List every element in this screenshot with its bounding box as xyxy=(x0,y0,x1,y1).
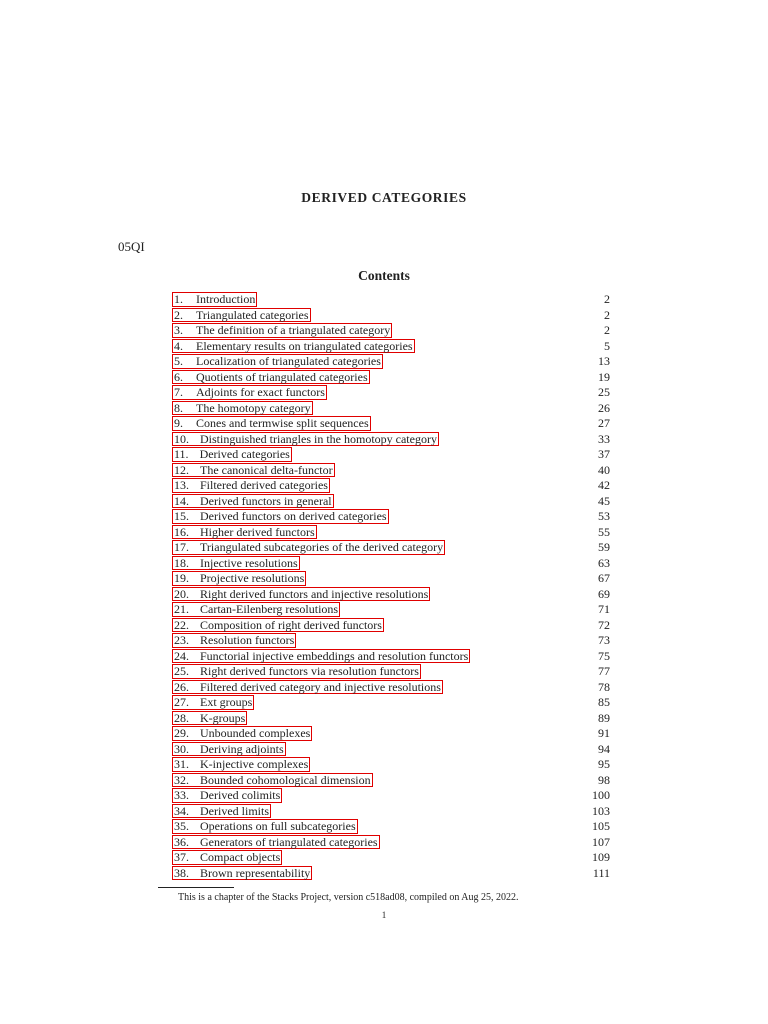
toc-link[interactable] xyxy=(172,571,306,586)
toc-entry-number: 17. xyxy=(174,540,189,554)
toc-entry-label: K-groups xyxy=(200,710,246,725)
toc-entry xyxy=(172,540,610,556)
toc-entry-page: 103 xyxy=(592,803,610,818)
toc-entry-number: 20. xyxy=(174,586,189,601)
toc-entry-page: 91 xyxy=(598,726,610,740)
toc-link[interactable] xyxy=(172,680,443,695)
toc-entry-label: Projective resolutions xyxy=(200,571,305,585)
toc-link[interactable] xyxy=(172,323,392,338)
toc-link[interactable] xyxy=(172,494,334,509)
toc-entry-label: Unbounded complexes xyxy=(200,726,311,740)
toc-entry-page: 59 xyxy=(598,540,610,554)
toc-entry-number: 12. xyxy=(174,462,189,477)
toc-link[interactable] xyxy=(172,587,430,602)
toc-entry xyxy=(172,571,610,587)
toc-entry-number: 22. xyxy=(174,617,189,632)
toc-link[interactable] xyxy=(172,695,254,710)
toc-entry-page: 53 xyxy=(598,509,610,523)
toc-entry xyxy=(172,649,610,665)
toc-link[interactable] xyxy=(172,463,335,478)
toc-entry-page: 75 xyxy=(598,648,610,663)
toc-entry-number: 13. xyxy=(174,478,189,492)
toc-entry-label: Composition of right derived functors xyxy=(200,617,382,632)
toc-link[interactable] xyxy=(172,540,445,555)
toc-entry-label: Compact objects xyxy=(200,850,281,864)
toc-entry-page: 5 xyxy=(604,338,610,353)
toc-entry-page: 73 xyxy=(598,633,610,647)
toc-entry-label: Cones and termwise split sequences xyxy=(196,416,369,430)
toc-entry-label: Derived categories xyxy=(199,447,290,461)
toc-entry xyxy=(172,680,610,696)
toc-entry-page: 40 xyxy=(598,462,610,477)
tag-label: 05QI xyxy=(118,239,145,254)
toc-entry xyxy=(172,509,610,525)
toc-entry-number: 32. xyxy=(174,772,189,787)
toc-entry xyxy=(172,478,610,494)
toc-entry xyxy=(172,726,610,742)
toc-entry-number: 3. xyxy=(174,323,183,337)
toc-link[interactable] xyxy=(172,664,421,679)
toc-entry-page: 77 xyxy=(598,664,610,678)
toc-entry-page: 55 xyxy=(598,524,610,539)
toc-link[interactable] xyxy=(172,602,340,617)
toc-entry-number: 33. xyxy=(174,788,189,802)
toc-link[interactable] xyxy=(172,742,286,757)
toc-link[interactable] xyxy=(172,354,383,369)
toc-link[interactable] xyxy=(172,432,439,447)
toc-entry-label: Deriving adjoints xyxy=(200,741,284,756)
toc-entry-page: 25 xyxy=(598,385,610,399)
toc-link[interactable] xyxy=(172,711,247,726)
toc-entry-number: 27. xyxy=(174,695,189,709)
toc-entry-number: 28. xyxy=(174,710,189,725)
toc-entry-number: 4. xyxy=(174,338,183,353)
toc-entry-page: 26 xyxy=(598,400,610,415)
footnote: This is a chapter of the Stacks Project, version c518ad08, compiled on Aug 25, 2022. xyxy=(178,892,519,903)
toc-entry-number: 15. xyxy=(174,509,189,523)
toc-entry-label: Derived functors on derived categories xyxy=(200,509,387,523)
toc-entry-label: Filtered derived categories xyxy=(200,478,328,492)
toc-entry xyxy=(172,494,610,510)
toc-entry-label: Operations on full subcategories xyxy=(200,819,356,833)
toc-entry-page: 67 xyxy=(598,571,610,585)
toc-entry xyxy=(172,587,610,603)
toc-link[interactable] xyxy=(172,556,300,571)
toc-link[interactable] xyxy=(172,788,282,803)
toc-entry-number: 18. xyxy=(174,555,189,570)
toc-entry xyxy=(172,323,610,339)
toc-entry-number: 29. xyxy=(174,726,189,740)
toc-entry-label: Right derived functors and injective resolutions xyxy=(200,586,429,601)
toc-entry-label: The homotopy category xyxy=(196,400,311,415)
toc-link[interactable] xyxy=(172,649,470,664)
toc-entry xyxy=(172,602,610,618)
toc-link[interactable] xyxy=(172,370,370,385)
toc-entry xyxy=(172,633,610,649)
toc-link[interactable] xyxy=(172,478,330,493)
page-number: 1 xyxy=(381,910,387,920)
toc-entry xyxy=(172,664,610,680)
toc-entry xyxy=(172,401,610,417)
toc-link[interactable] xyxy=(172,773,373,788)
toc-entry-number: 35. xyxy=(174,819,189,833)
toc-entry-number: 38. xyxy=(174,865,189,880)
toc-entry xyxy=(172,835,610,851)
toc-entry-page: 37 xyxy=(598,447,610,461)
toc-entry xyxy=(172,308,610,324)
toc-entry-number: 25. xyxy=(174,664,189,678)
toc-entry-label: Brown representability xyxy=(200,865,311,880)
toc-entry-page: 111 xyxy=(592,865,610,880)
toc-entry-label: The definition of a triangulated category xyxy=(196,323,391,337)
toc-link[interactable] xyxy=(172,835,380,850)
toc-entry xyxy=(172,819,610,835)
toc-link[interactable] xyxy=(172,308,311,323)
toc-link[interactable] xyxy=(172,292,257,307)
toc-entry-label: Adjoints for exact functors xyxy=(196,385,325,399)
toc-entry-label: Derived functors in general xyxy=(200,493,332,508)
toc-entry-page: 63 xyxy=(598,555,610,570)
toc-entry-label: Injective resolutions xyxy=(200,555,298,570)
toc-entry xyxy=(172,556,610,572)
toc-link[interactable] xyxy=(172,339,415,354)
toc-entry xyxy=(172,339,610,355)
toc-entry-page: 45 xyxy=(598,493,610,508)
toc-entry-label: Cartan-Eilenberg resolutions xyxy=(200,602,339,616)
toc-entry xyxy=(172,370,610,386)
toc-entry-number: 9. xyxy=(174,416,183,430)
toc-link[interactable] xyxy=(172,850,282,865)
toc-entry xyxy=(172,850,610,866)
toc-link[interactable] xyxy=(172,618,384,633)
toc-entry-page: 2 xyxy=(604,307,610,322)
toc-entry xyxy=(172,742,610,758)
toc-entry xyxy=(172,525,610,541)
toc-entry-label: Functorial injective embeddings and resolution functors xyxy=(200,648,469,663)
toc-entry xyxy=(172,292,610,308)
toc-link[interactable] xyxy=(172,401,313,416)
toc-entry-page: 13 xyxy=(598,354,610,368)
toc-entry-label: Higher derived functors xyxy=(200,524,315,539)
toc-entry-label: Distinguished triangles in the homotopy category xyxy=(200,431,437,446)
toc-entry-page: 95 xyxy=(598,757,610,771)
table-of-contents xyxy=(172,292,610,881)
toc-entry xyxy=(172,385,610,401)
toc-entry-page: 72 xyxy=(598,617,610,632)
toc-entry-label: The canonical delta-functor xyxy=(200,462,333,477)
toc-entry xyxy=(172,804,610,820)
toc-entry-page: 89 xyxy=(598,710,610,725)
contents-heading: Contents xyxy=(358,268,410,283)
toc-entry-number: 10. xyxy=(174,431,189,446)
toc-entry xyxy=(172,447,610,463)
toc-entry-page: 42 xyxy=(598,478,610,492)
toc-entry-page: 85 xyxy=(598,695,610,709)
toc-link[interactable] xyxy=(172,633,296,648)
toc-entry xyxy=(172,432,610,448)
toc-entry-number: 19. xyxy=(174,571,189,585)
toc-entry-label: Bounded cohomological dimension xyxy=(200,772,371,787)
document-title: DERIVED CATEGORIES xyxy=(301,190,467,205)
toc-entry-page: 98 xyxy=(598,772,610,787)
toc-entry-label: Introduction xyxy=(196,292,256,306)
toc-entry-page: 100 xyxy=(592,788,610,802)
toc-entry-number: 5. xyxy=(174,354,183,368)
toc-entry-label: Localization of triangulated categories xyxy=(196,354,381,368)
footnote-divider xyxy=(158,887,234,888)
toc-entry-number: 1. xyxy=(174,292,183,306)
toc-entry-number: 31. xyxy=(174,757,189,771)
toc-entry-number: 24. xyxy=(174,648,189,663)
toc-link[interactable] xyxy=(172,726,312,741)
toc-entry-page: 109 xyxy=(592,850,610,864)
toc-entry-page: 69 xyxy=(598,586,610,601)
toc-entry xyxy=(172,866,610,882)
toc-entry-label: Derived limits xyxy=(200,803,269,818)
toc-entry xyxy=(172,711,610,727)
toc-entry xyxy=(172,354,610,370)
toc-entry-label: Triangulated subcategories of the derived category xyxy=(200,540,444,554)
toc-entry-number: 11. xyxy=(174,447,189,461)
toc-entry-label: Filtered derived category and injective resolutions xyxy=(200,679,441,694)
toc-entry-page: 19 xyxy=(598,369,610,384)
toc-entry-label: Triangulated categories xyxy=(196,307,309,322)
toc-link[interactable] xyxy=(172,866,312,881)
toc-entry xyxy=(172,463,610,479)
toc-entry xyxy=(172,416,610,432)
toc-entry-number: 2. xyxy=(174,307,183,322)
toc-entry-number: 26. xyxy=(174,679,189,694)
toc-entry-label: Resolution functors xyxy=(200,633,295,647)
toc-entry xyxy=(172,788,610,804)
toc-entry-label: K-injective complexes xyxy=(200,757,309,771)
toc-entry-page: 2 xyxy=(604,323,610,337)
toc-link[interactable] xyxy=(172,416,371,431)
toc-link[interactable] xyxy=(172,819,358,834)
toc-entry xyxy=(172,695,610,711)
toc-entry-label: Derived colimits xyxy=(200,788,281,802)
toc-entry-page: 78 xyxy=(598,679,610,694)
toc-entry-number: 8. xyxy=(174,400,183,415)
toc-entry-number: 23. xyxy=(174,633,189,647)
toc-entry-page: 33 xyxy=(598,431,610,446)
toc-entry-label: Right derived functors via resolution functors xyxy=(200,664,419,678)
toc-entry-number: 16. xyxy=(174,524,189,539)
toc-entry xyxy=(172,757,610,773)
toc-entry-number: 14. xyxy=(174,493,189,508)
toc-entry-page: 27 xyxy=(598,416,610,430)
toc-entry-label: Elementary results on triangulated categories xyxy=(196,338,413,353)
toc-entry-page: 107 xyxy=(592,834,610,849)
toc-entry-number: 6. xyxy=(174,369,183,384)
toc-entry xyxy=(172,773,610,789)
toc-entry-page: 71 xyxy=(598,602,610,616)
toc-entry-number: 7. xyxy=(174,385,183,399)
toc-link[interactable] xyxy=(172,757,310,772)
toc-entry-page: 105 xyxy=(592,819,610,833)
toc-link[interactable] xyxy=(172,525,317,540)
toc-link[interactable] xyxy=(172,804,271,819)
toc-entry-number: 36. xyxy=(174,834,189,849)
toc-link[interactable] xyxy=(172,385,327,400)
toc-entry-number: 37. xyxy=(174,850,189,864)
toc-entry-label: Ext groups xyxy=(200,695,253,709)
toc-entry-label: Quotients of triangulated categories xyxy=(196,369,368,384)
toc-entry-label: Generators of triangulated categories xyxy=(200,834,378,849)
toc-entry-number: 21. xyxy=(174,602,189,616)
toc-entry-number: 30. xyxy=(174,741,189,756)
toc-entry-page: 2 xyxy=(604,292,610,306)
toc-entry xyxy=(172,618,610,634)
toc-link[interactable] xyxy=(172,509,389,524)
toc-entry-number: 34. xyxy=(174,803,189,818)
toc-entry-page: 94 xyxy=(598,741,610,756)
toc-link[interactable] xyxy=(172,447,292,462)
